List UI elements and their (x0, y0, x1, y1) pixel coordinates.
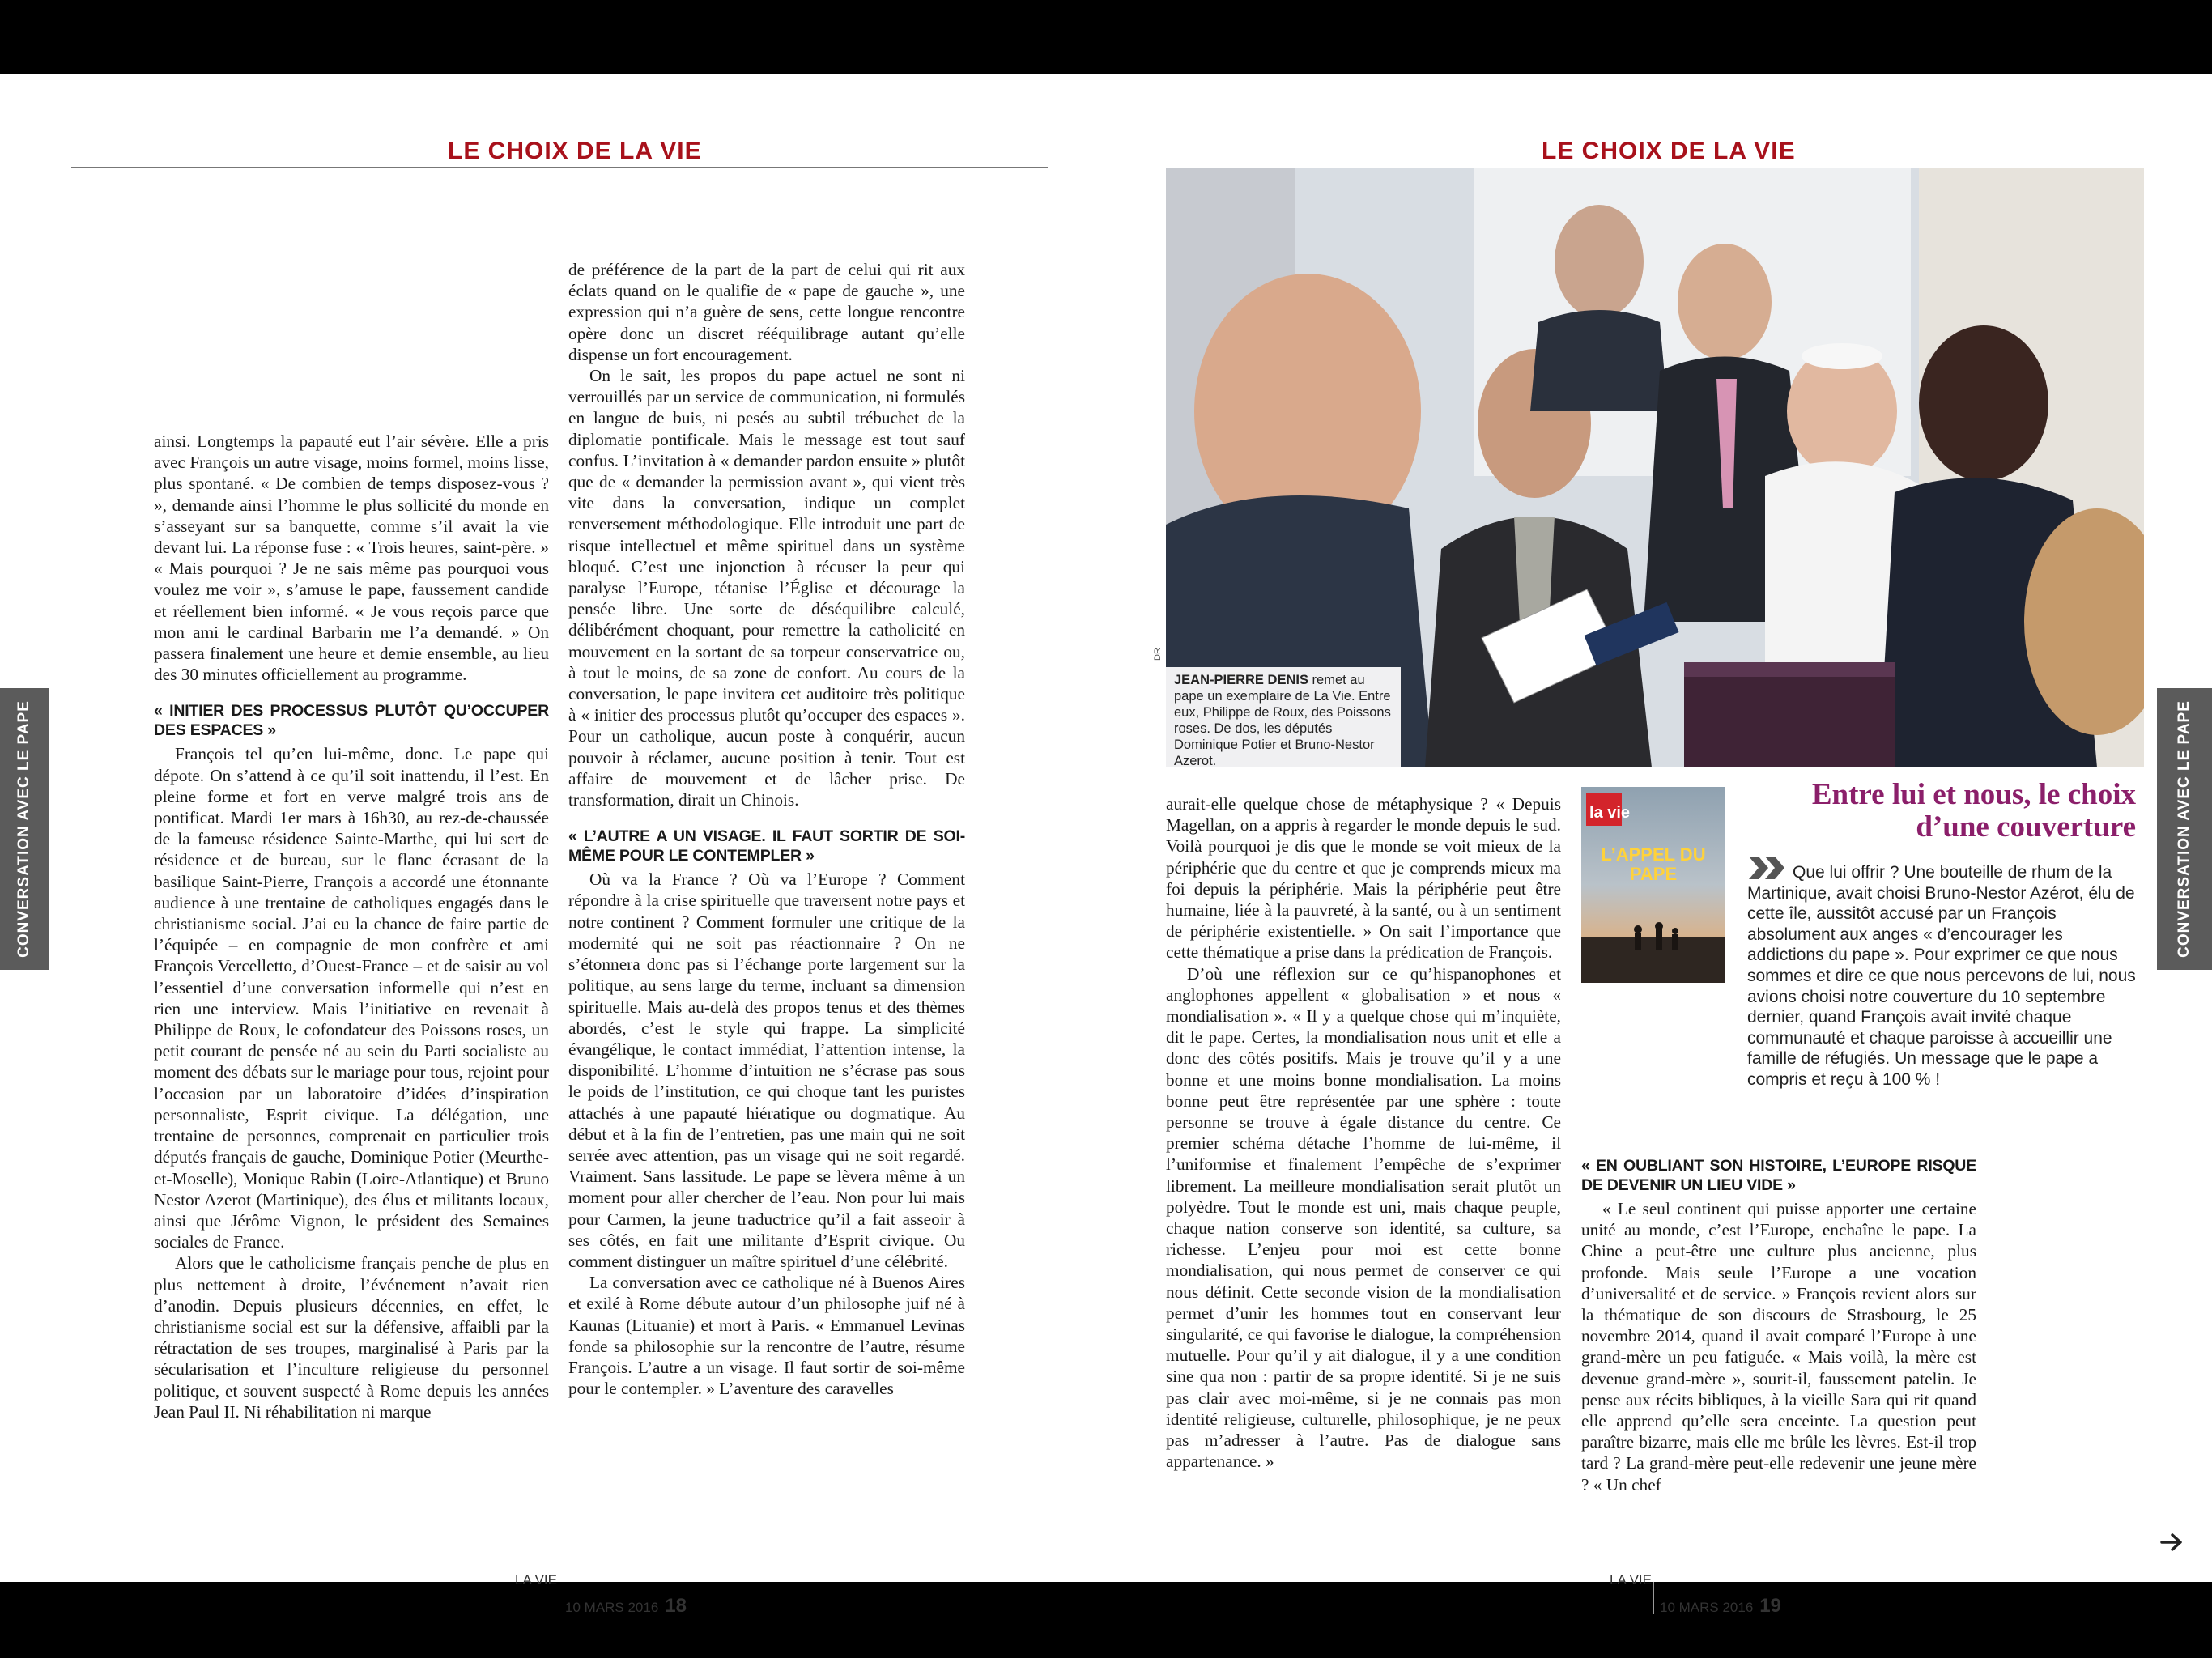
folio-divider (1653, 1582, 1654, 1614)
side-tab-label: CONVERSATION AVEC LE PAPE (2176, 700, 2193, 958)
paragraph: aurait-elle quelque chose de métaphysique ? « Depuis Magellan, on a appris à regarder le monde depuis le sud. Voilà pourquoi je dis que le monde se voit mieux de la périphérie que du centre et que je comprends mieux ma foi depuis la périphérie. Mais la périphérie peut être humaine, liée à la pauvreté, à la santé, ou à un sentiment de périphérie existentielle. » On sait l’importance que cette thématique a prise dans la prédication de François. (1166, 794, 1561, 963)
paragraph: D’où une réflexion sur ce qu’hispanophones et anglophones appellent « globalisation » et nous « mondialisation ». « Il y a quelque chose qui m’inquiète, dit le pape. Certes, la mondialisation nous unit et elle a donc des côtés positifs. Mais je trouve qu’il y a une bonne et une moins bonne mondialisation. La moins bonne peut être représentée par une sphère : toute personne se trouve à égale distance du centre. Ce premier schéma détache l’homme de lui-même, il l’uniformise et finalement l’empêche de s’exprimer librement. La meilleure mondialisation serait plutôt un polyèdre. Tout le monde est uni, mais chaque peuple, chaque nation conserve son identité, sa culture, sa richesse. L’enjeu pour moi est cette bonne mondialisation, qui nous permet de conserver ce qui nous définit. Cette seconde vision de la mondialisation permet d’unir les hommes tout en conservant leur singularité, ce qui favorise le dialogue, la compréhension mutuelle. Pour qu’il y ait dialogue, il y a une condition sine qua non : partir de sa propre identité. Si je ne suis pas clair avec moi-même, si je ne connais pas mon identité religieuse, culturelle, philosophique, je ne peux pas m’adresser à l’autre. Pas de dialogue sans appartenance. » (1166, 963, 1561, 1472)
sidebar-title: Entre lui et nous, le choix d’une couverture (1811, 778, 2136, 844)
page-kicker-right: LE CHOIX DE LA VIE (1542, 138, 1796, 164)
folio-left (515, 1572, 557, 1588)
text-column-2 (568, 259, 965, 1538)
folio-right (1610, 1572, 1652, 1588)
text-column-3 (1166, 793, 1561, 1554)
cover-thumbnail[interactable] (1581, 787, 1725, 983)
cover-logo: la vie (1589, 804, 1631, 822)
page-number: 18 (665, 1595, 687, 1617)
side-tab-right[interactable] (2157, 688, 2212, 970)
folio-date-right (1660, 1595, 1781, 1618)
paragraph: Où va la France ? Où va l’Europe ? Comment répondre à la crise spirituelle que traversent notre pays et notre continent ? Comment formuler une critique de la modernité qui ne soit pas réactionnaire ? On ne s’étonnera donc pas si l’échange porte largement sur la politique, au sens large du terme, incluant sa dimension spirituelle. Mais au-delà des propos tenus et des thèmes abordés, c’est le style qui frappe. La simplicité évangélique, le contact immédiat, l’attention intense, la disponibilité. L’homme d’intuition ne s’écrase pas sous le poids de l’institution, ce qui choque tant les puristes attachés à une papauté hiératique ou dogmatique. Au début et à la fin de l’entretien, pas une main qui ne soit serrée avec attention, pas un visage qui ne soit regardé. Vraiment. Sans lassitude. Le pape se lèvera même à un moment pour aller chercher de l’eau. Non pour lui mais pour Carmen, la jeune traductrice qu’il a fait asseoir à ses côtés, en fait une militante d’Esprit civique. Ou comment distinguer un maître spirituel d’une célébrité. (568, 869, 965, 1271)
page-kicker-left: LE CHOIX DE LA VIE (448, 138, 702, 164)
double-chevron-icon (1747, 853, 1788, 882)
folio-date-left (565, 1595, 687, 1618)
text-column-1 (154, 431, 549, 1537)
sidebar-text (1747, 853, 2136, 1090)
paragraph: François tel qu’en lui-même, donc. Le pape qui dépote. On s’attend à ce qu’il soit inattendu, il l’est. En pleine forme et fort en verve malgré trois ans de pontificat. Mardi 1er mars à 16h30, au rez-de-chaussée de la fameuse résidence Sainte-Marthe, qui lui sert de résidence et de bureau, sur le flanc écrasant de la basilique Saint-Pierre, François a accordé une étonnante audience à une trentaine de catholiques engagés dans le christianisme social. J’ai eu la chance de faire partie de l’équipée – en compagnie de mon confrère et ami François Vercelletto, d’Ouest-France – et de saisir au vol l’essentiel d’une conversation informelle qui n’est en rien une interview. Mais l’initiative en revenait à Philippe de Roux, le cofondateur des Poissons roses, un petit courant de pensée né au sein du Parti socialiste au moment des débats sur le mariage pour tous, rejoint pour l’occasion par un laboratoire d’idées d’inspiration personnaliste, Esprit civique. La délégation, une trentaine de personnes, comprenait en particulier trois députés français de gauche, Dominique Potier (Meurthe-et-Moselle), Monique Rabin (Loire-Atlantique) et Bruno Nestor Azerot (Martinique), des élus et militants locaux, ainsi que Jérôme Vignon, le président des Semaines sociales de France. (154, 744, 549, 1252)
paragraph: « Le seul continent qui puisse apporter une certaine unité au monde, c’est l’Europe, enchaîne le pape. La Chine a peut-être une culture plus ancienne, plus profonde. Mais seule l’Europe a une vocation d’universalité et de service. » François revient alors sur la thématique de son discours de Strasbourg, le 25 novembre 2014, quand il avait comparé l’Europe à une grand-mère un peu fatiguée. « Mais voilà, la mère est devenue grand-mère », sourit-il, faussement patelin. Je pense aux récits bibliques, à la vieille Sara qui rit quand elle apprend qu’elle sera enceinte. La question peut paraître bizarre, mais elle me brûle les lèvres. Est-il trop tard ? La grand-mère peut-elle redevenir une jeune mère ? « Un chef (1581, 1199, 1976, 1494)
text-column-4 (1581, 1156, 1976, 1561)
folio-magazine: LA VIE (1610, 1572, 1652, 1588)
header-rule-left (71, 167, 1048, 168)
paragraph: de préférence de la part de la part de celui qui rit aux éclats quand on le qualifie de « pape de gauche », une expression qui n’a guère de sens, cette longue rencontre opère donc un discret rééquilibrage autant qu’elle dispense un fort encouragement. (568, 260, 965, 364)
side-tab-label: CONVERSATION AVEC LE PAPE (15, 700, 32, 958)
caption-name: JEAN-PIERRE DENIS (1174, 673, 1308, 687)
arrow-right-icon[interactable] (2160, 1532, 2184, 1553)
paragraph: La conversation avec ce catholique né à Buenos Aires et exilé à Rome débute autour d’un philosophe juif né à Kaunas (Lituanie) et mort à Paris. « Emmanuel Levinas fonde sa philosophie sur la rencontre de l’autre, résume François. L’autre a un visage. Il faut sortir de soi-même pour le contempler. » L’aventure des caravelles (568, 1273, 965, 1399)
cover-headline: L’APPEL DU PAPE (1601, 844, 1706, 884)
folio-date: 10 MARS 2016 (565, 1600, 659, 1615)
folio-date: 10 MARS 2016 (1660, 1600, 1754, 1615)
subheading: « EN OUBLIANT SON HISTOIRE, L’EUROPE RISQUE DE DEVENIR UN LIEU VIDE » (1581, 1157, 1976, 1194)
paragraph: Alors que le catholicisme français penche de plus en plus nettement à droite, l’événement n’avait rien d’anodin. Depuis plusieurs décennies, en effet, le christianisme social est sur la défensive, affaibli par la rétractation de ses troupes, marginalisé à Paris par la sécularisation et l’inculture religieuse du personnel politique, et souvent suspecté à Rome depuis les années Jean Paul II. Ni réhabilitation ni marque (154, 1253, 549, 1422)
cover-illustration (1581, 787, 1725, 983)
page-number: 19 (1759, 1595, 1781, 1617)
sidebar-body: Que lui offrir ? Une bouteille de rhum de la Martinique, avait choisi Bruno-Nestor Azérot, élu de cette île, aussitôt accusé par un François absolument aux anges « d’encourager les addictions du pape ». Pour exprimer ce que nous sommes et dire ce que nous percevons de lui, nous avions choisi notre couverture du 10 septembre dernier, quand François avait invité chaque communauté et chaque paroisse à accueillir une famille de réfugiés. Un message que le pape a compris et reçu à 100 % ! (1747, 863, 2136, 1089)
subheading: « INITIER DES PROCESSUS PLUTÔT QU’OCCUPER DES ESPACES » (154, 702, 549, 740)
caption-text: remet au pape un exemplaire de La Vie. Entre eux, Philippe de Roux, des Poissons roses. De dos, les députés Dominique Potier et Bruno-Nestor Azerot. (1174, 673, 1391, 768)
side-tab-left[interactable] (0, 688, 49, 970)
magazine-spread (0, 74, 2212, 1617)
paragraph: On le sait, les propos du pape actuel ne sont ni verrouillés par un service de communication, ni formulés en langue de buis, ni pesés au subtil trébuchet de la diplomatie pontificale. Mais le message est tout sauf confus. L’invitation à « demander pardon ensuite » plutôt que de « demander la permission avant », qui vient très vite dans la conversation, indique un complet renversement méthodologique. Elle introduit une part de risque intellectuel et même spirituel dans un système bloqué. C’est une injonction à récuser la peur qui paralyse l’Europe, tétanise l’Église et décourage la pensée libre. Une sorte de déséquilibre calculé, délibérément choquant, pour remettre la catholicité en mouvement en la sortant de sa torpeur conservatrice ou, à tout le moins, de sa zone de confort. Au cours de la conversation, le pape invitera cet auditoire très politique à « initier des processus plutôt qu’occuper des espaces ». Pour un catholique, aucun poste à conquérir, aucun pouvoir à réclamer, aucune position à tenir. Tout est affaire de mouvement et de lâcher prise. De transformation, dirait un Chinois. (568, 366, 965, 810)
folio-magazine: LA VIE (515, 1572, 557, 1588)
photo-credit: DR (1152, 648, 1163, 661)
photo-caption (1166, 667, 1401, 767)
paragraph: ainsi. Longtemps la papauté eut l’air sévère. Elle a pris avec François un autre visage, moins formel, moins lisse, plus spontané. « De combien de temps disposez-vous ? », demande ainsi l’homme le plus sollicité du monde en s’asseyant sur sa banquette, comme s’il avait la vie devant lui. La réponse fuse : « Trois heures, saint-père. » « Mais pourquoi ? Je ne sais même pas pourquoi vous voulez me voir », s’amuse le pape, faussement candide et réellement bien informé. « Je vous reçois parce que mon ami le cardinal Barbarin me l’a demandé. » On passera finalement une heure et demie ensemble, au lieu des 30 minutes officiellement au programme. (154, 432, 549, 685)
subheading: « L’AUTRE A UN VISAGE. IL FAUT SORTIR DE SOI-MÊME POUR LE CONTEMPLER » (568, 827, 965, 865)
